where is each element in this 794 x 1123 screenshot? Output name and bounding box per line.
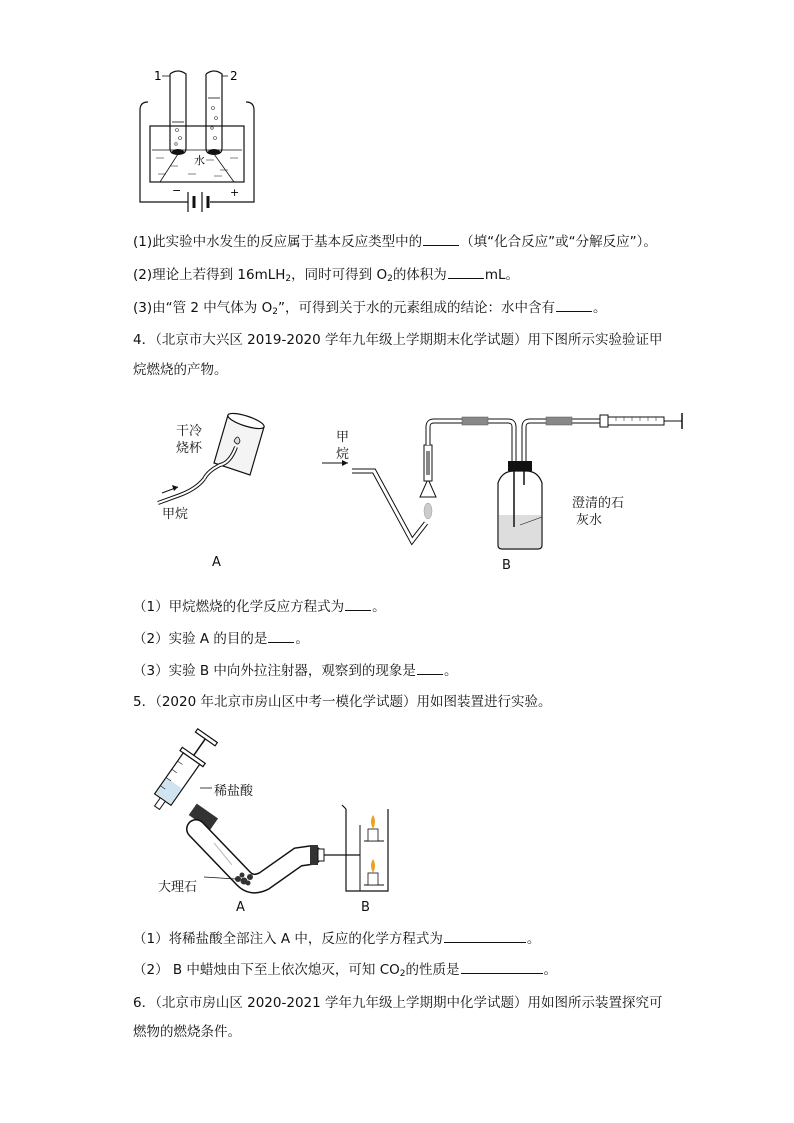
answer-blank[interactable] [417, 661, 443, 675]
dry-cold-beaker-label-1: 干冷 [176, 424, 203, 439]
q3-sub2: (2)理论上若得到 16mLH$_2$，同时可得到 $O_2$的体积为 mL。 [133, 267, 519, 284]
q3-sub1: (1)此实验中水发生的反应属于基本反应类型中的 （填“化合反应”或“分解反应”）。 [133, 234, 657, 250]
answer-blank[interactable] [268, 629, 294, 643]
q6-title-1: 6．（北京市房山区 2020-2021 学年九年级上学期期中化学试题）用如图所示装置探究可 [133, 995, 663, 1011]
answer-blank[interactable] [444, 929, 526, 943]
figure-b-apparatus [320, 405, 690, 555]
q5-sub1: （1）将稀盐酸全部注入 A 中，反应的化学方程式为 。 [133, 931, 541, 947]
limewater-label-1: 澄清的石 [572, 496, 625, 511]
q6-title-2: 燃物的燃烧条件。 [133, 1024, 241, 1040]
q5-apparatus [140, 725, 400, 900]
fig-a-caption: A [236, 900, 245, 915]
battery-plus: + [230, 186, 240, 199]
dilute-hcl-label: 稀盐酸 [214, 784, 254, 799]
q4-sub1: （1）甲烷燃烧的化学反应方程式为 。 [133, 599, 386, 615]
q5-sub2: （2） B 中蜡烛由下至上依次熄灭，可知 $CO_2$的性质是 。 [133, 962, 558, 979]
tube-1-label: 1 [154, 69, 162, 83]
answer-blank[interactable] [461, 960, 543, 974]
answer-blank[interactable] [556, 298, 592, 312]
q4-title-2: 烷燃烧的产物。 [133, 362, 228, 378]
q4-sub3: （3）实验 B 中向外拉注射器，观察到的现象是 。 [133, 663, 458, 679]
methane-label-b-2: 烷 [336, 447, 350, 462]
methane-label-b-1: 甲 [336, 430, 350, 445]
q4-title-1: 4．（北京市大兴区 2019-2020 学年九年级上学期期末化学试题）用下图所示实验验证甲 [133, 332, 663, 348]
answer-blank[interactable] [345, 597, 371, 611]
tube-2-label: 2 [230, 69, 238, 83]
figure-a-caption: A [212, 555, 221, 570]
limewater-label-2: 灰水 [576, 513, 603, 528]
q5-title: 5．（2020 年北京市房山区中考一模化学试题）用如图装置进行实验。 [133, 694, 552, 710]
answer-blank[interactable] [423, 232, 459, 246]
marble-label: 大理石 [158, 880, 198, 895]
figure-b-caption: B [502, 558, 511, 573]
dry-cold-beaker-label-2: 烧杯 [176, 441, 203, 456]
electrolysis-diagram [130, 62, 270, 220]
battery-minus: − [172, 184, 182, 197]
answer-blank[interactable] [448, 265, 484, 279]
methane-label-a: 甲烷 [162, 507, 189, 522]
water-label: 水 [194, 154, 205, 167]
q3-sub3: (3)由“管 2 中气体为 $O_2$”，可得到关于水的元素组成的结论：水中含有 。 [133, 300, 607, 317]
q4-sub2: （2）实验 A 的目的是 。 [133, 631, 309, 647]
fig-b-caption: B [361, 900, 370, 915]
